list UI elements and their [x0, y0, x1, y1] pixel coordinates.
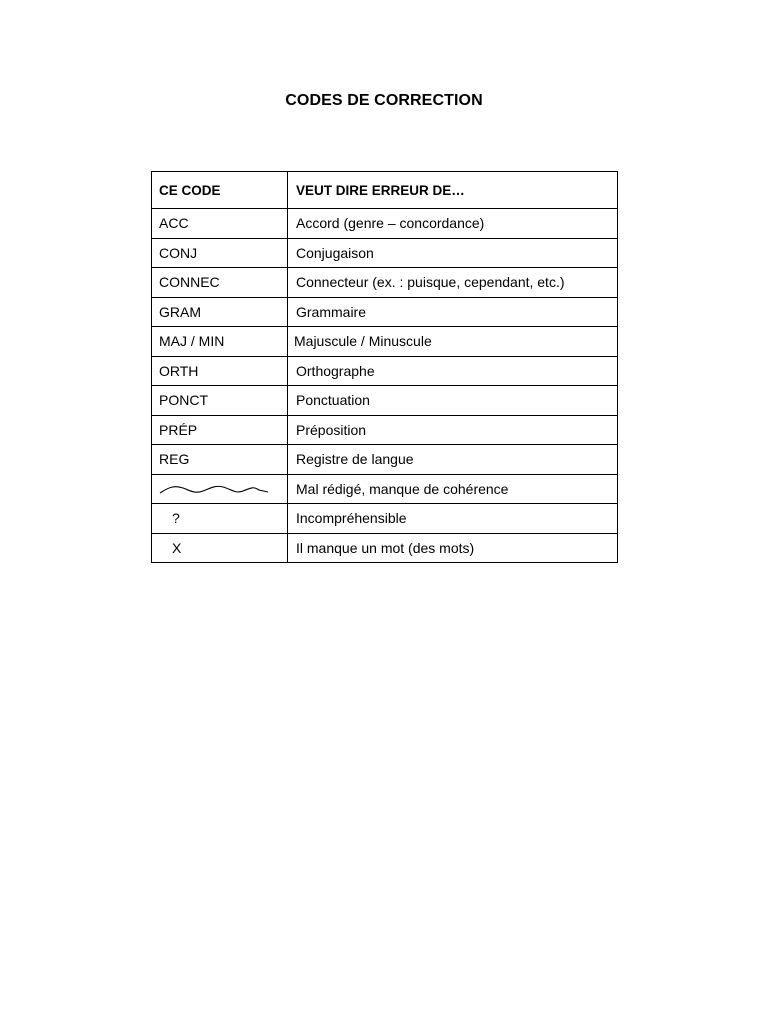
table-row: [152, 504, 618, 534]
code-cell: REG: [152, 445, 288, 475]
header-code: CE CODE: [152, 172, 288, 209]
code-cell: ORTH: [152, 356, 288, 386]
table-row: [152, 356, 618, 386]
meaning-cell: Connecteur (ex. : puisque, cependant, etc.): [288, 268, 618, 298]
meaning-cell: Majuscule / Minuscule: [288, 327, 618, 357]
table-row: [152, 386, 618, 416]
meaning-cell: Accord (genre – concordance): [288, 209, 618, 239]
meaning-cell: Mal rédigé, manque de cohérence: [288, 474, 618, 504]
meaning-cell: Il manque un mot (des mots): [288, 533, 618, 563]
code-cell: CONJ: [152, 238, 288, 268]
code-cell: GRAM: [152, 297, 288, 327]
meaning-cell: Incompréhensible: [288, 504, 618, 534]
code-cell: ACC: [152, 209, 288, 239]
meaning-cell: Conjugaison: [288, 238, 618, 268]
table-row: [152, 297, 618, 327]
code-cell: CONNEC: [152, 268, 288, 298]
meaning-cell: Préposition: [288, 415, 618, 445]
table-row: [152, 238, 618, 268]
table-header-row: [152, 172, 618, 209]
wavy-line-icon: [159, 482, 269, 496]
table-row: [152, 327, 618, 357]
table-row: [152, 268, 618, 298]
table-row: [152, 533, 618, 563]
code-cell: ?: [152, 504, 288, 534]
code-cell: [152, 474, 288, 504]
table-row: [152, 474, 618, 504]
correction-codes-table: [151, 171, 618, 563]
header-meaning: VEUT DIRE ERREUR DE…: [288, 172, 618, 209]
page-title: CODES DE CORRECTION: [285, 92, 483, 109]
code-cell: PONCT: [152, 386, 288, 416]
code-cell: MAJ / MIN: [152, 327, 288, 357]
code-cell: PRÉP: [152, 415, 288, 445]
meaning-cell: Ponctuation: [288, 386, 618, 416]
meaning-cell: Orthographe: [288, 356, 618, 386]
table-row: [152, 415, 618, 445]
table-row: [152, 445, 618, 475]
table-row: [152, 209, 618, 239]
code-cell: X: [152, 533, 288, 563]
meaning-cell: Grammaire: [288, 297, 618, 327]
meaning-cell: Registre de langue: [288, 445, 618, 475]
